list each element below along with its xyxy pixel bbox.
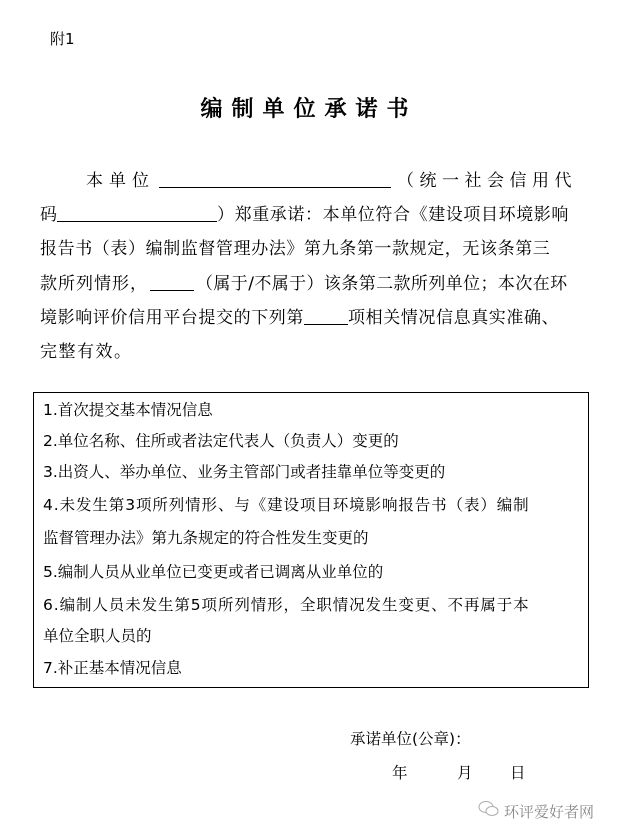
signature-label: 承诺单位(公章)： [350, 730, 471, 748]
list-item: 2.单位名称、住所或者法定代表人（负责人）变更的 [43, 432, 399, 450]
page-title: 编制单位承诺书 [200, 96, 418, 122]
list-item: 4.未发生第3项所列情形、与《建设项目环境影响报告书（表）编制 [43, 496, 530, 514]
list-item: 3.出资人、举办单位、业务主管部门或者挂靠单位等变更的 [43, 463, 446, 481]
unit-name-blank[interactable] [159, 169, 391, 188]
belongs-blank[interactable] [150, 272, 194, 291]
watermark: 环评爱好者网 [478, 800, 594, 822]
list-item: 监督管理办法》第九条规定的符合性发生变更的 [43, 529, 369, 547]
paragraph-line: 款所列情形， （属于/不属于）该条第二款所列单位；本次在环 [40, 274, 568, 294]
list-item: 单位全职人员的 [43, 627, 152, 645]
paragraph-line: 本单位 （统一社会信用代 [86, 171, 577, 191]
wechat-icon [478, 800, 500, 822]
credit-code-blank[interactable] [57, 203, 217, 222]
item-number-blank[interactable] [304, 306, 348, 325]
paragraph-line: 报告书（表）编制监督管理办法》第九条第一款规定，无该条第三 [40, 239, 551, 259]
paragraph-line: 境影响评价信用平台提交的下列第 项相关情况信息真实准确、 [40, 308, 560, 328]
date-month: 月 [457, 764, 473, 782]
list-item: 1.首次提交基本情况信息 [43, 401, 213, 419]
list-item: 5.编制人员从业单位已变更或者已调离从业单位的 [43, 563, 384, 581]
paragraph-line: 码 ）郑重承诺：本单位符合《建设项目环境影响 [40, 205, 569, 225]
list-item: 6.编制人员未发生第5项所列情形，全职情况发生变更、不再属于本 [43, 596, 530, 614]
list-item: 7.补正基本情况信息 [43, 659, 182, 677]
date-day: 日 [510, 764, 526, 782]
paragraph-line: 完整有效。 [40, 342, 133, 362]
attachment-label: 附1 [50, 30, 75, 48]
date-year: 年 [392, 764, 408, 782]
